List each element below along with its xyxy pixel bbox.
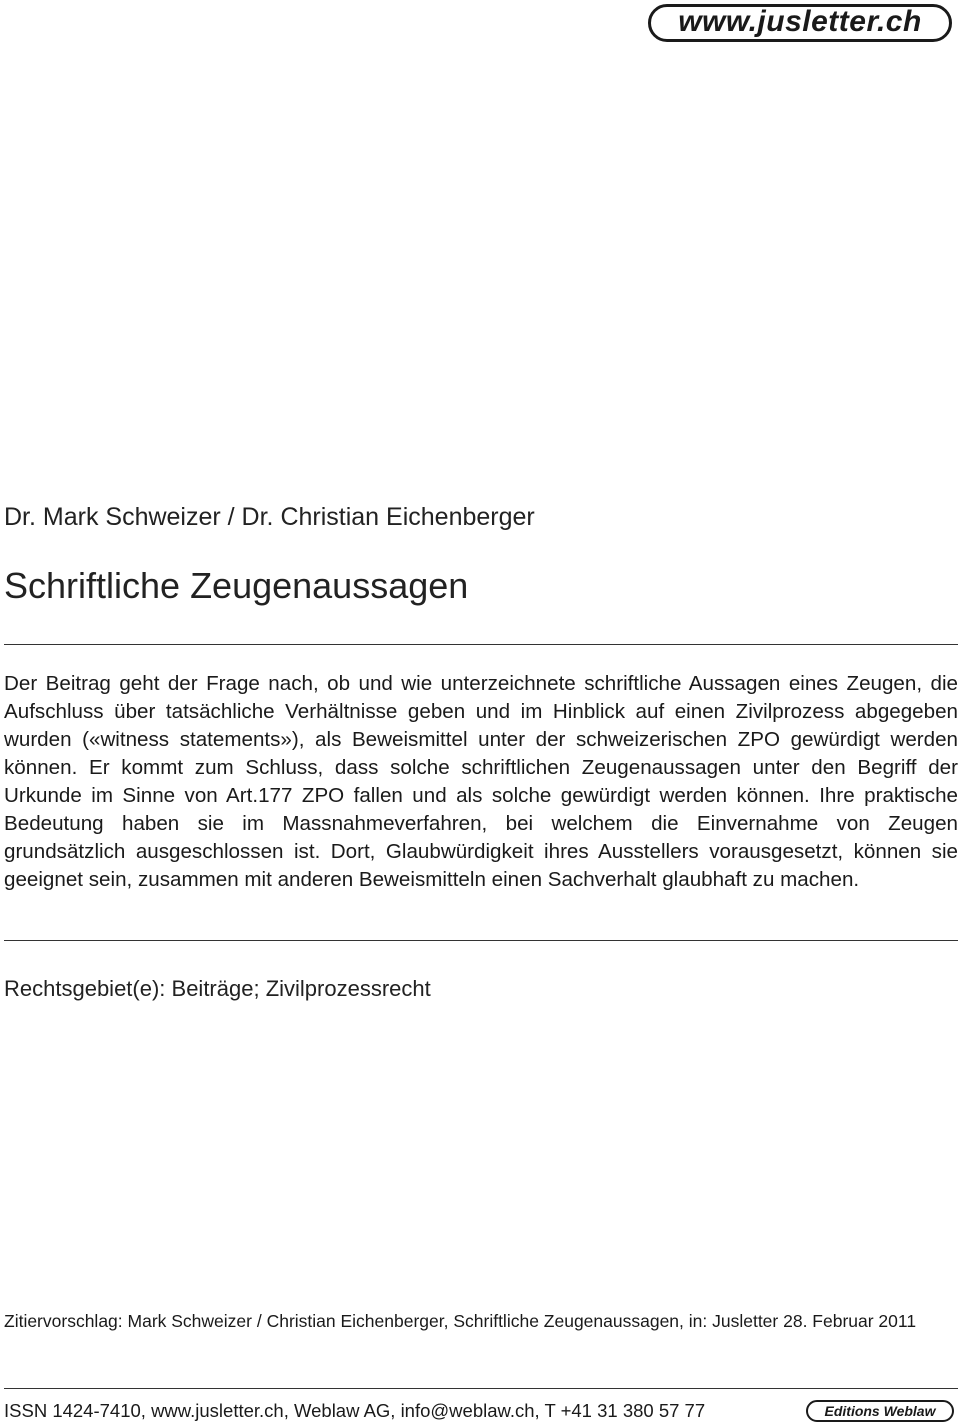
editions-weblaw-logo (806, 1400, 954, 1422)
article-authors: Dr. Mark Schweizer / Dr. Christian Eichenberger (4, 503, 535, 531)
divider-bottom (4, 940, 958, 941)
article-abstract: Der Beitrag geht der Frage nach, ob und wie unterzeichnete schriftliche Aussagen eines Zeugen, die Aufschluss über tatsächliche Verhältnisse geben und im Hinblick auf einen Zivilprozess abgegeben wurden («witness statements»), als Beweismittel unter der schweizerischen ZPO gewürdigt werden können. Er kommt zum Schluss, dass solche schriftlichen Zeugenaussagen unter den Begriff der Urkunde im Sinne von Art.177 ZPO fallen und als solche gewürdigt werden können. Ihre praktische Bedeutung haben sie im Massnahmeverfahren, bei welchem die Einvernahme von Zeugen grundsätzlich ausgeschlossen ist. Dort, Glaubwürdigkeit ihres Ausstellers vorausgesetzt, können sie geeignet sein, zusammen mit anderen Beweismitteln einen Sachverhalt glaubhaft zu machen. (4, 672, 958, 891)
jusletter-logo (648, 4, 952, 42)
legal-area: Rechtsgebiet(e): Beiträge; Zivilprozessrecht (4, 976, 431, 1001)
publisher-logo-text: Editions Weblaw (824, 1403, 936, 1419)
logo-text: www.jusletter.ch (678, 5, 922, 38)
article-title: Schriftliche Zeugenaussagen (4, 565, 469, 606)
footer-divider (4, 1388, 958, 1389)
citation-suggestion: Zitiervorschlag: Mark Schweizer / Christian Eichenberger, Schriftliche Zeugenaussagen, in: Jusletter 28. Februar 2011 (4, 1311, 917, 1331)
divider-top (4, 644, 958, 645)
footer-info: ISSN 1424-7410, www.jusletter.ch, Weblaw AG, info@weblaw.ch, T +41 31 380 57 77 (4, 1400, 706, 1421)
